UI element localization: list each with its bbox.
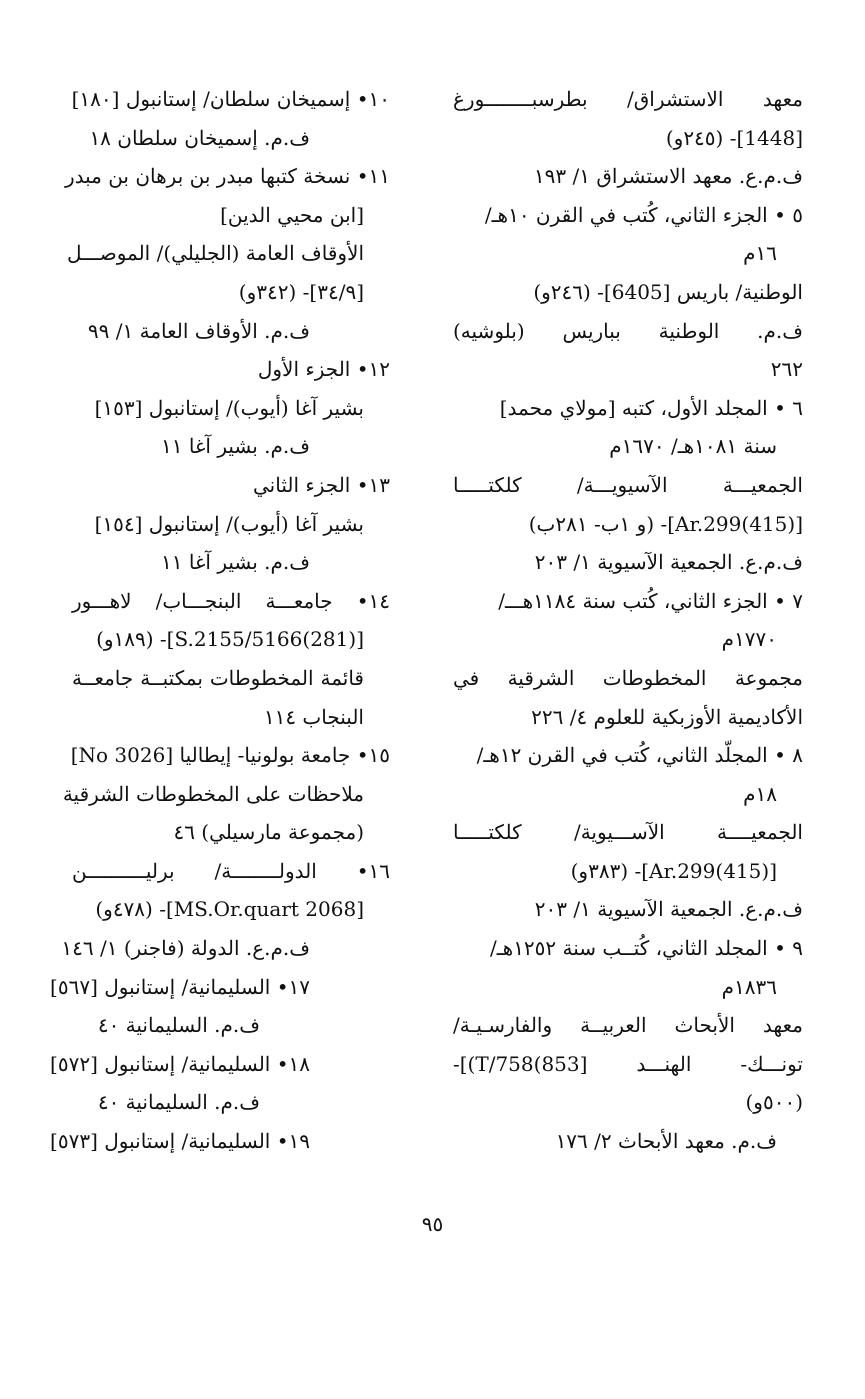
text-line: الأكاديمية الأوزبكية للعلوم ٤/ ٢٢٦ bbox=[531, 704, 803, 729]
text-line: ١٧٧٠م bbox=[721, 627, 777, 652]
entry-heading: ١٧• السليمانية/ إستانبول [٥٦٧] bbox=[50, 974, 310, 999]
page-number: ٩٥ bbox=[421, 1212, 444, 1236]
text-line: ف.م. السليمانية ٤٠ bbox=[97, 1013, 260, 1038]
text-line: تونـــك- الهنـــد [853)T/758)]- bbox=[453, 1051, 803, 1076]
text-line: معهد الأبحاث العربيــة والفارسـيـة/ bbox=[453, 1013, 803, 1038]
text-line: ف.م. إسميخان سلطان ١٨ bbox=[89, 125, 310, 150]
entry-heading: ١٥• جامعة بولونيا- إيطاليا [No 3026] bbox=[70, 743, 390, 768]
text-line: قائمة المخطوطات بمكتبــة جامعــة bbox=[72, 665, 364, 690]
text-line: ف.م.ع. الجمعية الآسيوية ١/ ٢٠٣ bbox=[534, 897, 803, 922]
text-line: (٥٠٠و) bbox=[745, 1090, 803, 1115]
entry-heading: ١٦• الدولــــــــة/ برليــــــــــن bbox=[72, 858, 390, 883]
text-line: ف.م. معهد الأبحاث ٢/ ١٧٦ bbox=[555, 1129, 777, 1154]
entry-heading: ٦ • المجلد الأول، كتبه [مولاي محمد] bbox=[499, 395, 803, 420]
text-line: الجمعيــــة الآســـيوية/ كلكتـــــا bbox=[453, 820, 803, 845]
entry-heading: ١٠• إسميخان سلطان/ إستانبول [١٨٠] bbox=[71, 87, 390, 111]
left-column bbox=[50, 80, 390, 1161]
text-line: [ابن محيي الدين] bbox=[220, 202, 364, 227]
text-line: الجمعيـــة الآسيويـــة/ كلكتـــــا bbox=[453, 472, 803, 497]
text-line: الوطنية/ باريس [6405]- (٢٤٦و) bbox=[533, 279, 803, 304]
text-line: معهد الاستشراق/ بطرسبــــــــورغ bbox=[453, 87, 803, 111]
text-line: ف.م. الوطنية بباريس (بلوشيه) bbox=[453, 318, 803, 343]
entry-heading: ٧ • الجزء الثاني، كُتب سنة ١١٨٤هـــ/ bbox=[498, 588, 803, 613]
text-line: ١٨م bbox=[743, 781, 777, 806]
text-line: ١٦م bbox=[743, 241, 777, 266]
entry-heading: ٨ • المجلّد الثاني، كُتب في القرن ١٢هـ/ bbox=[476, 743, 803, 768]
text-line: ملاحظات على المخطوطات الشرقية bbox=[62, 781, 364, 806]
text-line: مجموعة المخطوطات الشرقية في bbox=[453, 665, 803, 690]
text-line: [1448]- (٢٤٥و) bbox=[665, 125, 803, 150]
text-line: ف.م.ع. الجمعية الآسيوية ١/ ٢٠٣ bbox=[534, 550, 803, 575]
text-line: بشير آغا (أيوب)/ إستانبول [١٥٤] bbox=[94, 511, 364, 536]
text-line: البنجاب ١١٤ bbox=[263, 704, 364, 729]
text-line: بشير آغا (أيوب)/ إستانبول [١٥٣] bbox=[94, 395, 364, 420]
text-line: [(281)S.2155/5166]- (١٨٩و) bbox=[96, 627, 364, 652]
right-column bbox=[453, 80, 803, 1161]
entry-heading: ١٣• الجزء الثاني bbox=[252, 472, 390, 497]
text-line: ف.م. بشير آغا ١١ bbox=[161, 434, 310, 459]
text-line: ٢٦٢ bbox=[770, 357, 803, 382]
text-line: ف.م. بشير آغا ١١ bbox=[161, 550, 310, 575]
entry-heading: ٩ • المجلد الثاني، كُتــب سنة ١٢٥٢هـ/ bbox=[490, 936, 803, 961]
text-line: ف.م. الأوقاف العامة ١/ ٩٩ bbox=[87, 318, 310, 343]
entry-heading: ١٨• السليمانية/ إستانبول [٥٧٢] bbox=[50, 1051, 310, 1076]
text-line: ١٨٣٦م bbox=[721, 974, 777, 999]
text-line: [MS.Or.quart 2068]- (٤٧٨و) bbox=[95, 897, 364, 922]
text-line: ف.م. السليمانية ٤٠ bbox=[97, 1090, 260, 1115]
entry-heading: ١٢• الجزء الأول bbox=[257, 357, 390, 382]
text-line: ف.م.ع. الدولة (فاجنر) ١/ ١٤٦ bbox=[61, 936, 310, 961]
text-line: [(415)Ar.299]- (و ١ب- ٢٨١ب) bbox=[528, 511, 803, 536]
entry-heading: ٥ • الجزء الثاني، كُتب في القرن ١٠هـ/ bbox=[484, 202, 803, 227]
text-line: [(415)Ar.299]- (٣٨٣و) bbox=[570, 858, 777, 883]
text-line: الأوقاف العامة (الجليلي)/ الموصـــل bbox=[66, 241, 364, 266]
entry-heading: ١٩• السليمانية/ إستانبول [٥٧٣] bbox=[50, 1129, 310, 1154]
text-line: ف.م.ع. معهد الاستشراق ١/ ١٩٣ bbox=[533, 164, 803, 189]
entry-heading: ١٤• جامعـــة البنجـــاب/ لاهـــور bbox=[72, 588, 390, 613]
text-line: سنة ١٠٨١هـ/ ١٦٧٠م bbox=[609, 434, 777, 459]
text-line: (مجموعة مارسيلي) ٤٦ bbox=[173, 820, 364, 845]
entry-heading: ١١• نسخة كتبها مبدر بن برهان بن مبدر bbox=[64, 164, 390, 189]
text-line: [٣٤/٩]- (٣٤٢و) bbox=[238, 279, 364, 304]
